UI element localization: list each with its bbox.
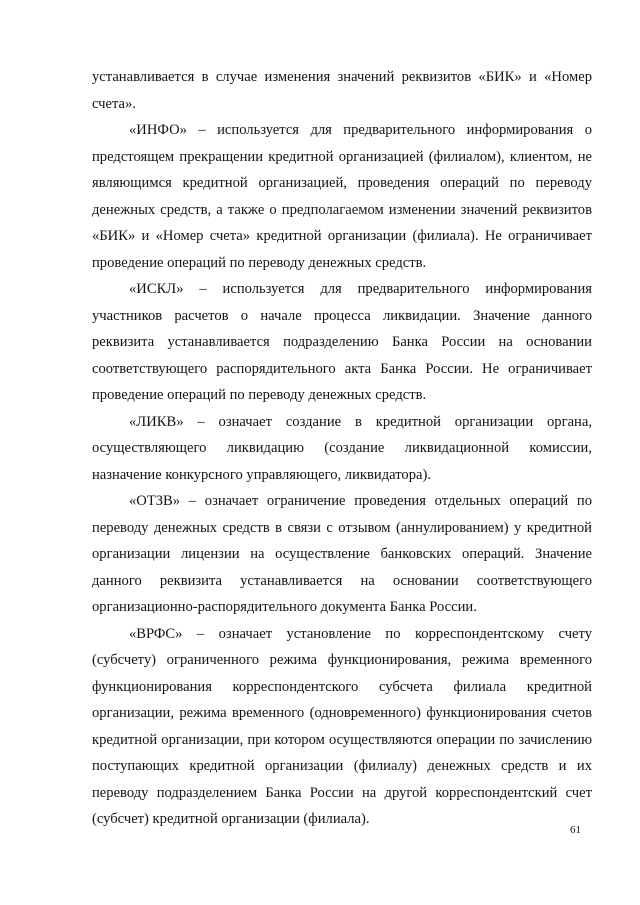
page-number: 61 (570, 824, 581, 836)
document-body (92, 64, 592, 833)
paragraph-likv: «ЛИКВ» – означает создание в кредитной организации органа, осуществляющего ликвидацию (создание ликвидационной комиссии, назначение конкурсного управляющего, ликвидатора). (92, 413, 592, 483)
paragraph-info: «ИНФО» – используется для предварительного информирования о предстоящем прекращении кредитной организацией (филиалом), клиентом, не являющимся кредитной организацией, проведения операций по переводу денежных средств, а также о предполагаемом изменении значений реквизитов «БИК» и «Номер счета» кредитной организации (филиала). Не ограничивает проведение операций по переводу денежных средств. (92, 122, 592, 271)
paragraph-otzv: «ОТЗВ» – означает ограничение проведения отдельных операций по переводу денежных средств в связи с отзывом (аннулированием) у кредитной организации лицензии на осуществление банковских операций. Значение данного реквизита устанавливается на основании соответствующего организационно-распорядительного документа Банка России. (92, 493, 592, 615)
paragraph-continuation: устанавливается в случае изменения значений реквизитов «БИК» и «Номер счета». (92, 69, 592, 112)
paragraph-vrfs: «ВРФС» – означает установление по корреспондентскому счету (субсчету) ограниченного режима функционирования, режима временного функционирования корреспондентского субсчета филиала кредитной организации, режима временного (одновременного) функционирования счетов кредитной организации, при котором осуществляются операции по зачислению поступающих кредитной организации (филиалу) денежных средств и их переводу подразделением Банка России на другой корреспондентский счет (субсчет) кредитной организации (филиала). (92, 625, 592, 827)
paragraph-iskl: «ИСКЛ» – используется для предварительного информирования участников расчетов о начале процесса ликвидации. Значение данного реквизита устанавливается подразделению Банка России на основании соответствующего распорядительного акта Банка России. Не ограничивает проведение операций по переводу денежных средств. (92, 281, 592, 403)
